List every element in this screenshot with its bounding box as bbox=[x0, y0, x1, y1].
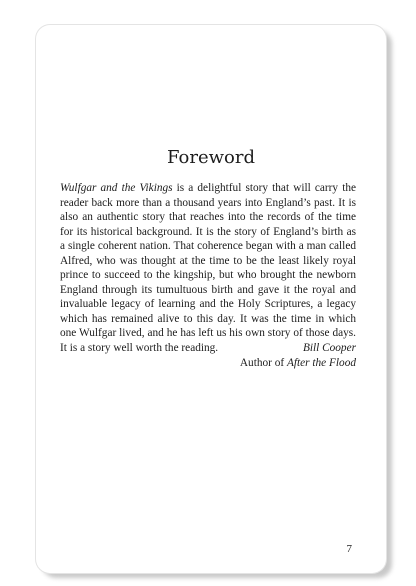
author-book-title: After the Flood bbox=[286, 356, 356, 369]
foreword-text: is a delightful story that will carry the reader back more than a thousand years into England’s past. It is also an authentic story that reaches into the records of the time for its historical background. It is the story of England’s birth as a single coherent nation. That coherence began with a man called Alfred, who was thought at the time to be the least likely royal prince to succeed to the kingship, but who brought the newborn England through its tumultuous birth and gave it the royal and invaluable legacy of learning and the Holy Scriptures, a legacy which has remained alive to this day. It was the time in which one Wulfgar lived, and he has left us his own story of those days. It is a story well worth the reading. bbox=[60, 182, 356, 354]
author-name: Bill Cooper bbox=[302, 342, 356, 354]
book-title-italic: Wulfgar and the Vikings bbox=[60, 182, 173, 194]
book-page bbox=[36, 25, 386, 573]
author-credit-prefix: Author of bbox=[239, 356, 287, 369]
page-title: Foreword bbox=[167, 147, 255, 168]
author-credit bbox=[60, 356, 356, 371]
page-number: 7 bbox=[346, 543, 352, 555]
foreword-paragraph bbox=[60, 181, 356, 355]
attribution bbox=[60, 341, 356, 370]
